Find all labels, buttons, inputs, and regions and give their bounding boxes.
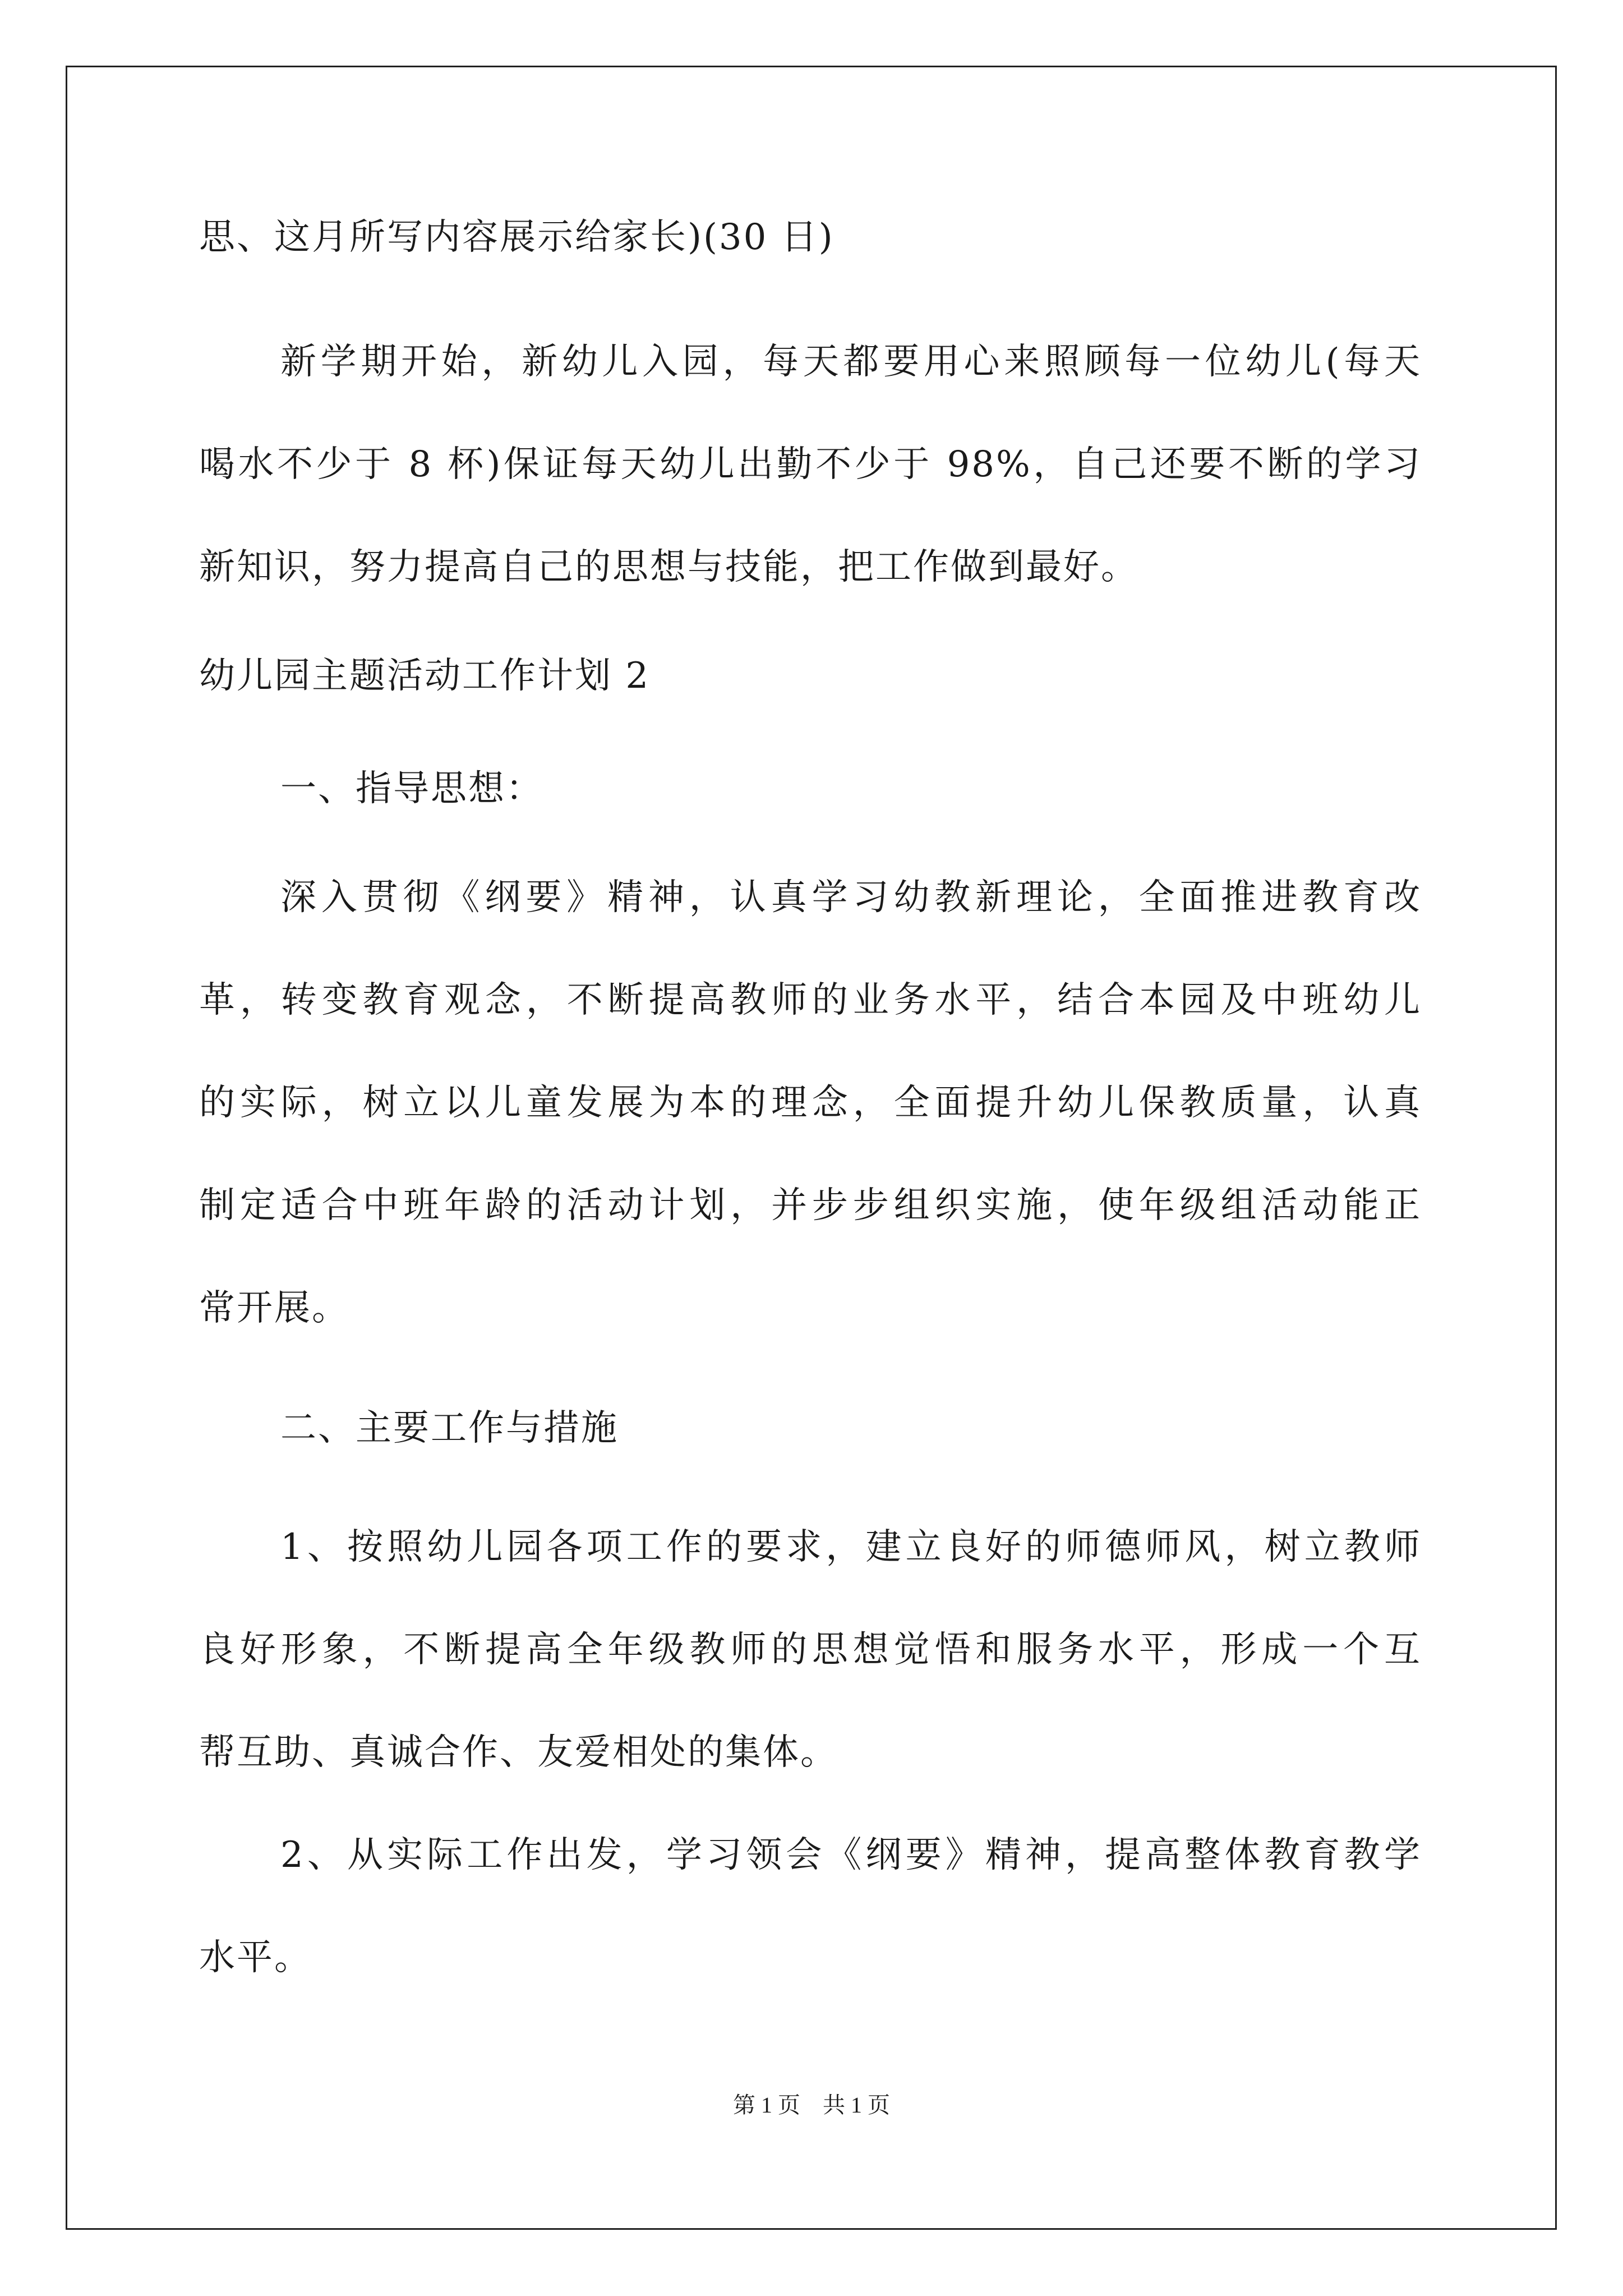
page-border [66, 66, 1557, 2230]
text-line: 思、这月所写内容展示给家长)(30 日) [199, 217, 834, 258]
text-line: 的实际，树立以儿童发展为本的理念，全面提升幼儿保教质量，认真 [199, 1082, 1422, 1124]
text-line: 常开展。 [199, 1287, 349, 1329]
section-heading: 一、指导思想： [280, 768, 543, 809]
text-line: 制定适合中班年龄的活动计划，并步步组织实施，使年级组活动能正 [199, 1185, 1422, 1226]
text-line: 良好形象，不断提高全年级教师的思想觉悟和服务水平，形成一个互 [199, 1629, 1422, 1671]
text-line: 水平。 [199, 1937, 312, 1978]
section-title: 幼儿园主题活动工作计划 2 [199, 655, 651, 697]
page-number: 第 1 页 共 1 页 [733, 2092, 890, 2118]
text-line: 2、从实际工作出发，学习领会《纲要》精神，提高整体教育教学 [280, 1834, 1422, 1876]
section-heading: 二、主要工作与措施 [280, 1407, 619, 1449]
text-line: 1、按照幼儿园各项工作的要求，建立良好的师德师风，树立教师 [280, 1526, 1422, 1568]
text-line: 新知识，努力提高自己的思想与技能，把工作做到最好。 [199, 546, 1138, 588]
text-line: 革，转变教育观念，不断提高教师的业务水平，结合本园及中班幼儿 [199, 979, 1422, 1021]
text-line: 新学期开始，新幼儿入园，每天都要用心来照顾每一位幼儿(每天 [280, 341, 1422, 383]
text-line: 帮互助、真诚合作、友爱相处的集体。 [199, 1732, 838, 1773]
text-line: 喝水不少于 8 杯)保证每天幼儿出勤不少于 98%，自己还要不断的学习 [199, 444, 1422, 485]
text-line: 深入贯彻《纲要》精神，认真学习幼教新理论，全面推进教育改 [280, 877, 1422, 918]
